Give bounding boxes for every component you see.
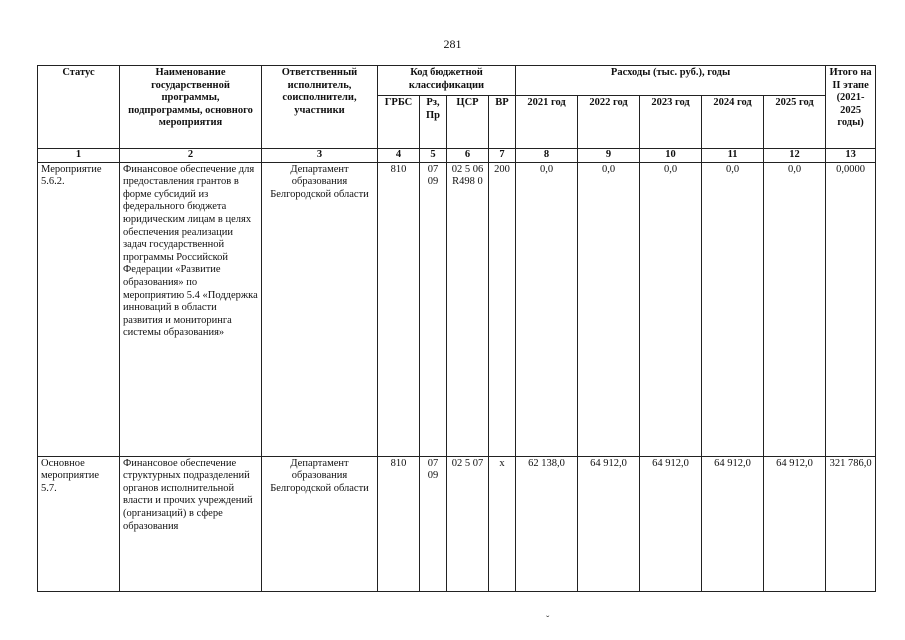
header-total: Итого на II этапе (2021-2025 годы): [826, 66, 876, 149]
scan-mark: ˇ: [546, 615, 550, 626]
cell-grbs: 810: [378, 456, 420, 591]
cell-csr: 02 5 06 R498 0: [447, 162, 489, 456]
header-y2025: 2025 год: [764, 96, 826, 149]
cell-grbs: 810: [378, 162, 420, 456]
cell-y2022: 64 912,0: [578, 456, 640, 591]
cell-total: 321 786,0: [826, 456, 876, 591]
column-number: 9: [578, 149, 640, 163]
table-row: [38, 162, 876, 456]
cell-y2024: 64 912,0: [702, 456, 764, 591]
column-number: 7: [489, 149, 516, 163]
cell-y2025: 64 912,0: [764, 456, 826, 591]
cell-y2025: 0,0: [764, 162, 826, 456]
column-number-row: [38, 149, 876, 163]
table-row: [38, 456, 876, 591]
cell-y2023: 64 912,0: [640, 456, 702, 591]
header-vr: ВР: [489, 96, 516, 149]
column-number: 1: [38, 149, 120, 163]
cell-rzpr: 07 09: [420, 456, 447, 591]
column-number: 4: [378, 149, 420, 163]
header-y2023: 2023 год: [640, 96, 702, 149]
cell-y2021: 62 138,0: [516, 456, 578, 591]
cell-name: Финансовое обеспечение для предоставления грантов в форме субсидий из федерального бюджета юридическим лицам в целях обеспечения реализации задач государственной программы Российской Федерации «Развитие образования» по мероприятию 5.4 «Поддержка инноваций в области развития и мониторинга системы образования»: [120, 162, 262, 456]
column-number: 11: [702, 149, 764, 163]
cell-y2024: 0,0: [702, 162, 764, 456]
column-number: 8: [516, 149, 578, 163]
budget-table: [37, 65, 876, 592]
header-csr: ЦСР: [447, 96, 489, 149]
column-number: 6: [447, 149, 489, 163]
cell-csr: 02 5 07: [447, 456, 489, 591]
cell-y2022: 0,0: [578, 162, 640, 456]
cell-y2023: 0,0: [640, 162, 702, 456]
column-number: 2: [120, 149, 262, 163]
cell-responsible: Департамент образования Белгородской области: [262, 456, 378, 591]
cell-rzpr: 07 09: [420, 162, 447, 456]
cell-status: Основное мероприятие 5.7.: [38, 456, 120, 591]
header-row: [38, 66, 876, 96]
column-number: 5: [420, 149, 447, 163]
cell-responsible: Департамент образования Белгородской области: [262, 162, 378, 456]
header-responsible: Ответственный исполнитель, соисполнители, участники: [262, 66, 378, 149]
cell-y2021: 0,0: [516, 162, 578, 456]
cell-total: 0,0000: [826, 162, 876, 456]
column-number: 3: [262, 149, 378, 163]
header-rzpr: Рз, Пр: [420, 96, 447, 149]
cell-vr: х: [489, 456, 516, 591]
header-name: Наименование государственной программы, подпрограммы, основного мероприятия: [120, 66, 262, 149]
column-number: 13: [826, 149, 876, 163]
header-y2021: 2021 год: [516, 96, 578, 149]
header-budget-code: Код бюджетной классификации: [378, 66, 516, 96]
page-number: 281: [443, 37, 462, 51]
column-number: 10: [640, 149, 702, 163]
header-y2022: 2022 год: [578, 96, 640, 149]
header-expenses: Расходы (тыс. руб.), годы: [516, 66, 826, 96]
cell-name: Финансовое обеспечение структурных подразделений органов исполнительной власти и прочих учреждений (организаций) в сфере образования: [120, 456, 262, 591]
header-status: Статус: [38, 66, 120, 149]
cell-status: Мероприятие 5.6.2.: [38, 162, 120, 456]
header-y2024: 2024 год: [702, 96, 764, 149]
header-grbs: ГРБС: [378, 96, 420, 149]
column-number: 12: [764, 149, 826, 163]
cell-vr: 200: [489, 162, 516, 456]
